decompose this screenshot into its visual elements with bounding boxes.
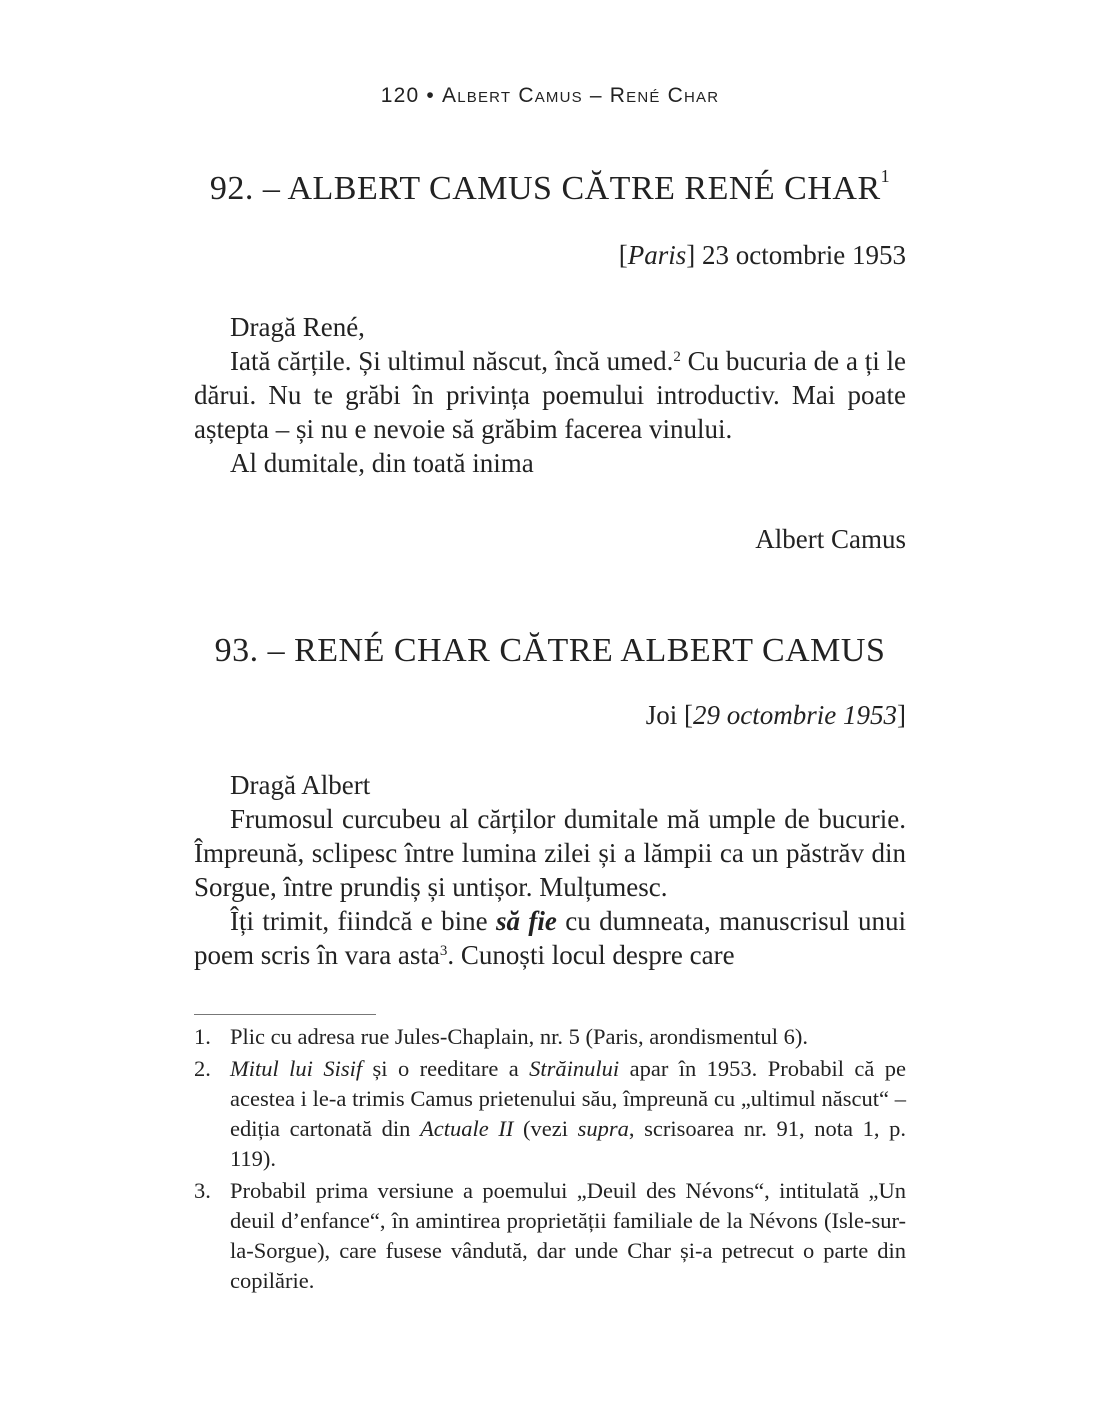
running-head-authors: Albert Camus – René Char bbox=[442, 84, 720, 107]
letter-93-body bbox=[194, 768, 906, 972]
salutation-93: Dragă Albert bbox=[230, 770, 371, 800]
letter-92-dateline: [Paris] 23 octombrie 1953 bbox=[618, 240, 906, 270]
date-place: Paris bbox=[627, 240, 687, 270]
letter-93-dateline: Joi [29 octombrie 1953] bbox=[645, 700, 906, 730]
letter-93-paragraph-1: Frumosul curcubeu al cărților dumitale mă umple de bucurie. Împreună, sclipesc între lumina zilei și a lămpii ca un păstrăv din Sorgue, între prundiș și untișor. Mulțumesc. bbox=[194, 804, 906, 902]
date-day: Joi bbox=[645, 700, 678, 730]
letter-93-paragraph-2: Îți trimit, fiindcă e bine să fie cu dumneata, manuscrisul unui poem scris în vara asta$^3$. Cunoști locul despre care bbox=[194, 906, 907, 970]
salutation: Dragă René, bbox=[230, 312, 365, 342]
letter-92-title: 92. – ALBERT CAMUS CĂTRE RENÉ CHAR$^1$ bbox=[209, 166, 891, 207]
footnote-ref-1: 1 bbox=[880, 166, 891, 186]
footnote-1: 1. Plic cu adresa rue Jules-Chaplain, nr. 5 (Paris, arondismentul 6). bbox=[194, 1024, 808, 1049]
letter-93-title: 93. – RENÉ CHAR CĂTRE ALBERT CAMUS bbox=[214, 632, 886, 669]
footnote-rule bbox=[194, 1014, 376, 1015]
page-number: 120 bbox=[380, 84, 420, 107]
footnote-ref-3: 3 bbox=[439, 943, 448, 959]
footnote-3: 3. Probabil prima versiune a poemului „Deuil des Névons“, intitulată „Un deuil d’enfance“, în amintirea proprietății familiale de la Névons (Isle-sur-la-Sorgue), care fusese vândută, dar unde Char și-a petrecut o parte din copilărie. bbox=[194, 1178, 906, 1293]
footnotes bbox=[194, 1022, 906, 1298]
date-text: 23 octombrie 1953 bbox=[702, 240, 906, 270]
running-head bbox=[0, 84, 1100, 108]
letter-92-body bbox=[194, 310, 906, 480]
signature: Albert Camus bbox=[755, 524, 906, 554]
letter-93 bbox=[194, 632, 906, 670]
letter-92-paragraph: Iată cărțile. Și ultimul născut, încă umed.$^2$ Cu bucuria de a ți le dărui. Nu te grăbi în privința poemului introductiv. Mai poate aștepta – și nu e nevoie să grăbim facerea vinului. bbox=[194, 346, 906, 444]
footnote-ref-2: 2 bbox=[673, 349, 681, 365]
closing: Al dumitale, din toată inima bbox=[230, 448, 534, 478]
letter-92 bbox=[194, 166, 906, 208]
date-italic: 29 octombrie 1953 bbox=[693, 700, 897, 730]
bullet-separator: • bbox=[426, 84, 435, 107]
footnote-2: 2. Mitul lui Sisif și o reeditare a Străinului apar în 1953. Probabil că pe acestea i le-a trimis Camus prietenului său, împreună cu „ultimul născut“ – ediția cartonată din Actuale II (vezi supra, scrisoarea nr. 91, nota 1, p. 119). bbox=[194, 1056, 906, 1171]
